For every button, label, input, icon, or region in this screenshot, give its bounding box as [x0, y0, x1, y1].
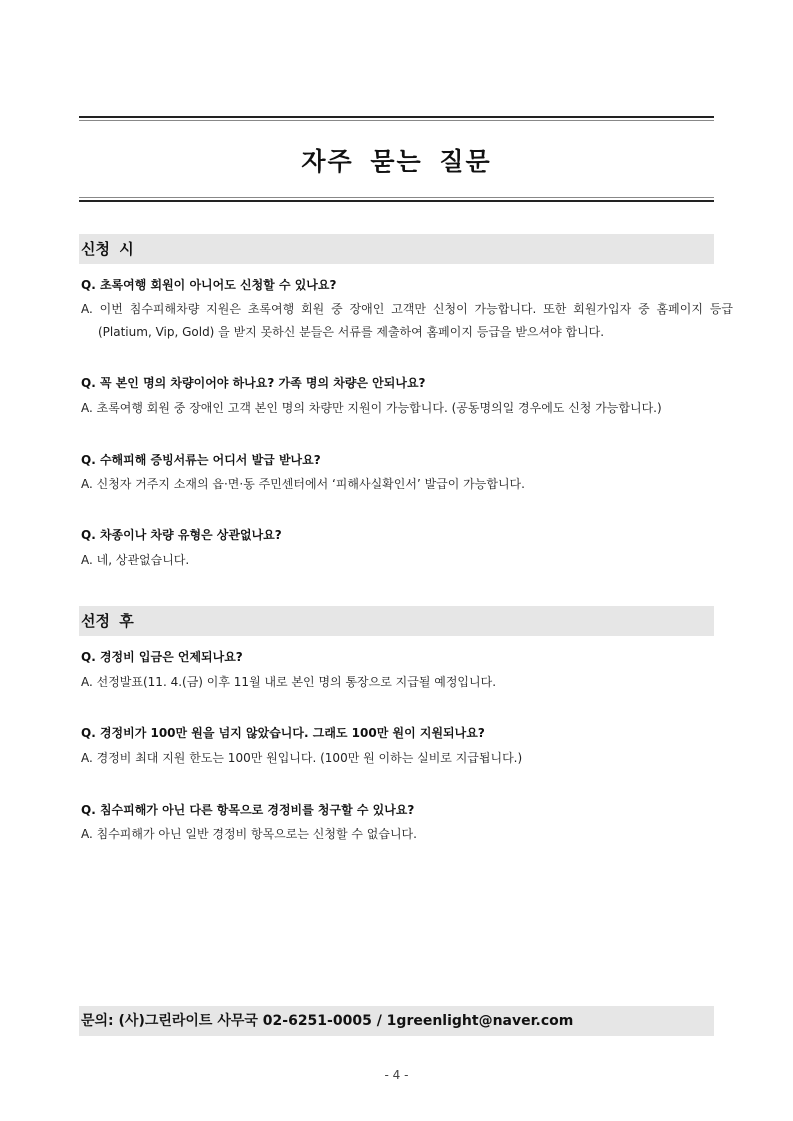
title-rule-top [79, 116, 714, 118]
faq-answer: A. 선정발표(11. 4.(금) 이후 11월 내로 본인 명의 통장으로 지급될 예정입니다. [81, 675, 497, 689]
faq-answer: A. 신청자 거주지 소재의 읍·면·동 주민센터에서 ‘피해사실확인서’ 발급이 가능합니다. [81, 477, 525, 491]
faq-question: Q. 초록여행 회원이 아니어도 신청할 수 있나요? [81, 278, 337, 292]
faq-question: Q. 경정비가 100만 원을 넘지 않았습니다. 그래도 100만 원이 지원되나요? [81, 726, 485, 740]
faq-answer: A. 초록여행 회원 중 장애인 고객 본인 명의 차량만 지원이 가능합니다. (공동명의일 경우에도 신청 가능합니다.) [81, 401, 662, 415]
title-rule-bottom-thin [79, 197, 714, 198]
faq-question: Q. 수해피해 증빙서류는 어디서 발급 받나요? [81, 453, 321, 467]
faq-answer: A. 이번 침수피해차량 지원은 초록여행 회원 중 장애인 고객만 신청이 가능합니다. 또한 회원가입자 중 홈페이지 등급(Platium, Vip, Gold) 을 받지 못하신 분들은 서류를 제출하여 홈페이지 등급을 받으셔야 합니다. [81, 302, 733, 339]
section-heading-after-selection: 선정 후 [79, 606, 714, 636]
faq-question: Q. 경정비 입금은 언제되나요? [81, 650, 243, 664]
title-rule-top-thin [79, 120, 714, 121]
faq-answer: A. 경정비 최대 지원 한도는 100만 원입니다. (100만 원 이하는 실비로 지급됩니다.) [81, 751, 523, 765]
title-rule-bottom [79, 200, 714, 202]
contact-info: 문의: (사)그린라이트 사무국 02-6251-0005 / 1greenlight@naver.com [79, 1006, 714, 1036]
page-title: 자주 묻는 질문 [301, 147, 492, 176]
faq-question: Q. 꼭 본인 명의 차량이어야 하나요? 가족 명의 차량은 안되나요? [81, 376, 426, 390]
section-heading-application: 신청 시 [79, 234, 714, 264]
faq-answer: A. 침수피해가 아닌 일반 경정비 항목으로는 신청할 수 없습니다. [81, 827, 417, 841]
faq-answer: A. 네, 상관없습니다. [81, 553, 190, 567]
faq-question: Q. 차종이나 차량 유형은 상관없나요? [81, 528, 282, 542]
page-number: - 4 - [384, 1068, 409, 1082]
faq-question: Q. 침수피해가 아닌 다른 항목으로 경정비를 청구할 수 있나요? [81, 803, 415, 817]
